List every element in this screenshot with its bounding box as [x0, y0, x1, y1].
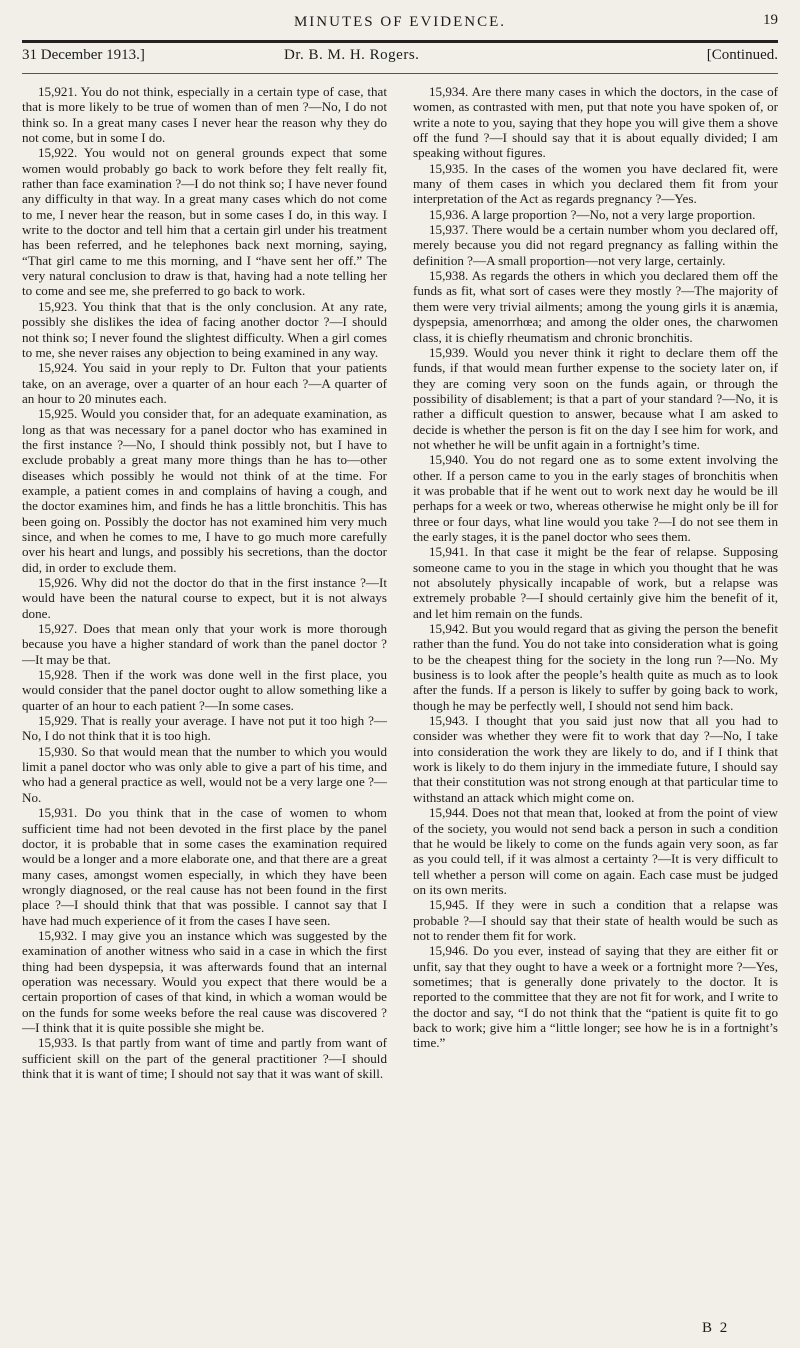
question-paragraph: 15,926. Why did not the doctor do that in the first instance ?—It would have been the natural course to expect, but it is not always done. — [22, 575, 387, 621]
question-paragraph: 15,923. You think that that is the only conclusion. At any rate, possibly she dislikes the idea of facing another doctor ?—I should not think so; I never found the slightest difficulty. When a girl comes to me, she never raises any objection to being examined in any way. — [22, 298, 387, 360]
question-paragraph: 15,929. That is really your average. I have not put it too high ?—No, I do not think that it is too high. — [22, 713, 387, 744]
running-title: MINUTES OF EVIDENCE. — [293, 14, 507, 30]
header-rule — [22, 40, 778, 43]
question-paragraph: 15,941. In that case it might be the fear of relapse. Supposing someone came to you in the stage in which you thought that he was not absolutely physically incapable of work, but a relapse was extremely probable ?—I should certainly give him the benefit of it, and let him remain on the funds. — [413, 544, 778, 621]
question-paragraph: 15,938. As regards the others in which you declared them off the funds as fit, what sort of cases were they mostly ?—The majority of them were very trivial ailments; among the young girls it is anæmia, dyspepsia, amenorrhœa; and among the older ones, the charwomen class, it is chiefly rheumatism and chronic bronchitis. — [413, 268, 778, 345]
question-paragraph: 15,933. Is that partly from want of time and partly from want of sufficient skill on the part of the general practitioner ?—I should think that it is want of time; I should not say that it was want of skill. — [22, 1035, 387, 1081]
question-paragraph: 15,945. If they were in such a condition that a relapse was probable ?—I should say that their state of health would be such as not to render them fit for work. — [413, 897, 778, 943]
question-paragraph: 15,935. In the cases of the women you have declared fit, were many of them cases in which you declared them fit from your interpretation of the Act as regards pregnancy ?—Yes. — [413, 160, 778, 207]
question-paragraph: 15,925. Would you consider that, for an adequate examination, as long as that was necessary for a panel doctor who has examined in the first instance ?—No, I should think possibly not, but I have to exclude probably a great many more things than he has to—other diseases which possibly he would not think of at the time. For example, a patient comes in and complains of having a cough, and the doctor examines him, and finds he has a little bronchitis. This has been going on. Possibly the doctor has not examined him very much since, and when he comes to me, I have to go much more carefully over his heart and lungs, and possibly his secretions, than the doctor did, in order to exclude them. — [22, 406, 387, 575]
question-paragraph: 15,927. Does that mean only that your work is more thorough because you have a higher standard of work than the panel doctor ?—It may be that. — [22, 621, 387, 667]
header-row — [22, 47, 778, 71]
question-paragraph: 15,932. I may give you an instance which was suggested by the examination of another witness who said in a case in which the first thing had been dyspepsia, it was afterwards found that an internal operation was necessary. Would you expect that there would be a certain proportion of cases of that kind, in which a woman would be on the funds for some weeks before the real cause was discovered ?—I think that it is quite possible she might be. — [22, 927, 387, 1035]
question-paragraph: 15,943. I thought that you said just now that all you had to consider was whether they were fit to work that day ?—No, I take into consideration the work they are likely to do, and if I think that work is likely to do them injury in the immediate future, I should say that their constitution was not strong enough at that particular time to withstand an attack which might come on. — [413, 713, 778, 805]
question-paragraph: 15,922. You would not on general grounds expect that some women would probably go back to work before they felt really fit, rather than face examination ?—I do not think so; I have never found any difficulty in that way. In a great many cases which do not come to me, I never hear the reason, but in some cases I do, in this way. I write to the doctor and tell him that a certain girl under his treatment has been referred, and he telephones back next morning, saying, “That girl came to me this morning, and I “have sent her off.” The very natural conclusion to draw is that, having had a note telling her to come and see me, she preferred to go back to work. — [22, 145, 387, 299]
question-paragraph: 15,930. So that would mean that the number to which you would limit a panel doctor who was only able to give a part of his time, and who had a general practice as well, would not be a very large one ?—No. — [22, 743, 387, 805]
question-paragraph: 15,921. You do not think, especially in a certain type of case, that that is more likely to be true of women than of men ?—No, I do not think so. In a great many cases I never hear the reason why they do not come, but in some I do. — [22, 84, 387, 146]
continued-label: [Continued. — [706, 47, 778, 63]
question-paragraph: 15,936. A large proportion ?—No, not a very large proportion. — [429, 206, 756, 222]
left-column — [22, 84, 387, 1081]
sitting-date: 31 December 1913.] — [22, 47, 145, 63]
question-paragraph: 15,946. Do you ever, instead of saying that they are either fit or unfit, say that they ought to have a week or a fortnight more ?—Yes, sometimes; that is generally done privately to the doctor. It is reported to the committee that they are not fit for work, and I write to the doctor and say, “I do not think that the “patient is quite fit to go back to work; give him a “little longer; see how he is in a fortnight’s time.” — [413, 943, 778, 1051]
page-number: 19 — [763, 12, 778, 28]
header-underline — [22, 73, 778, 74]
question-paragraph: 15,942. But you would regard that as giving the person the benefit rather than the fund. You do not take into consideration what is going to be the cheapest thing for the society in the long run ?—No. My business is to look after the people’s health quite as much as to look after the funds. If a person is likely to suffer by going back to work, though he may be perfectly well, I should not send him back. — [413, 621, 778, 713]
question-paragraph: 15,934. Are there many cases in which the doctors, in the case of women, as contrasted with men, put that note you have spoken of, or write a note to you, saying that they hope you will give them a shove off the fund ?—I should say that it is about equally divided; I am speaking without figures. — [413, 84, 778, 161]
question-paragraph: 15,931. Do you think that in the case of women to whom sufficient time had not been devoted in the first place by the panel doctor, it is probable that in some cases the examination required would be a longer and a more elaborate one, and that there are a great many cases, amongst women especially, in which they have been wrongly diagnosed, or the real cause has not been found in the first place ?—I should think that that was possible. I cannot say that I have had much experience of it from the cases I have seen. — [22, 805, 387, 928]
question-paragraph: 15,944. Does not that mean that, looked at from the point of view of the society, you would not send back a person in such a condition that he would be likely to come on the funds again very soon, as far as you could tell, if it was almost a certainty ?—It is very difficult to tell whether a person will come on again. Each case must be judged on its own merits. — [413, 805, 778, 897]
question-paragraph: 15,939. Would you never think it right to declare them off the funds, if that would mean further expense to the society later on, if they are coming very soon on the funds again, or through the possibility of disablement; is that a part of your standard ?—No, it is rather a difficult question to answer, because what I am asked to decide is whether the person is fit on the day I see him for work, and not whether he will be unfit again in a fortnight’s time. — [413, 344, 778, 452]
question-paragraph: 15,928. Then if the work was done well in the first place, you would consider that the panel doctor ought to allow something like a quarter of an hour to each patient ?—In some cases. — [22, 667, 387, 713]
question-paragraph: 15,940. You do not regard one as to some extent involving the other. If a person came to you in the early stages of bronchitis when it was probable that if he went out to work next day he would be ill perhaps for a week or two, whereas otherwise he might only be ill for three or four days, what line would you take ?—I do not see them in the early stages, it is the panel doctor who sees them. — [413, 452, 778, 544]
question-paragraph: 15,924. You said in your reply to Dr. Fulton that your patients take, on an average, over a quarter of an hour each ?—A quarter of an hour to 20 minutes each. — [22, 360, 387, 406]
printer-signature: B 2 — [702, 1320, 730, 1336]
question-paragraph: 15,937. There would be a certain number whom you declared off, merely because you did not regard pregnancy as falling within the definition ?—A small proportion—not very large, certainly. — [413, 222, 778, 268]
right-column — [413, 84, 778, 1051]
witness-name: Dr. B. M. H. Rogers. — [284, 47, 420, 63]
